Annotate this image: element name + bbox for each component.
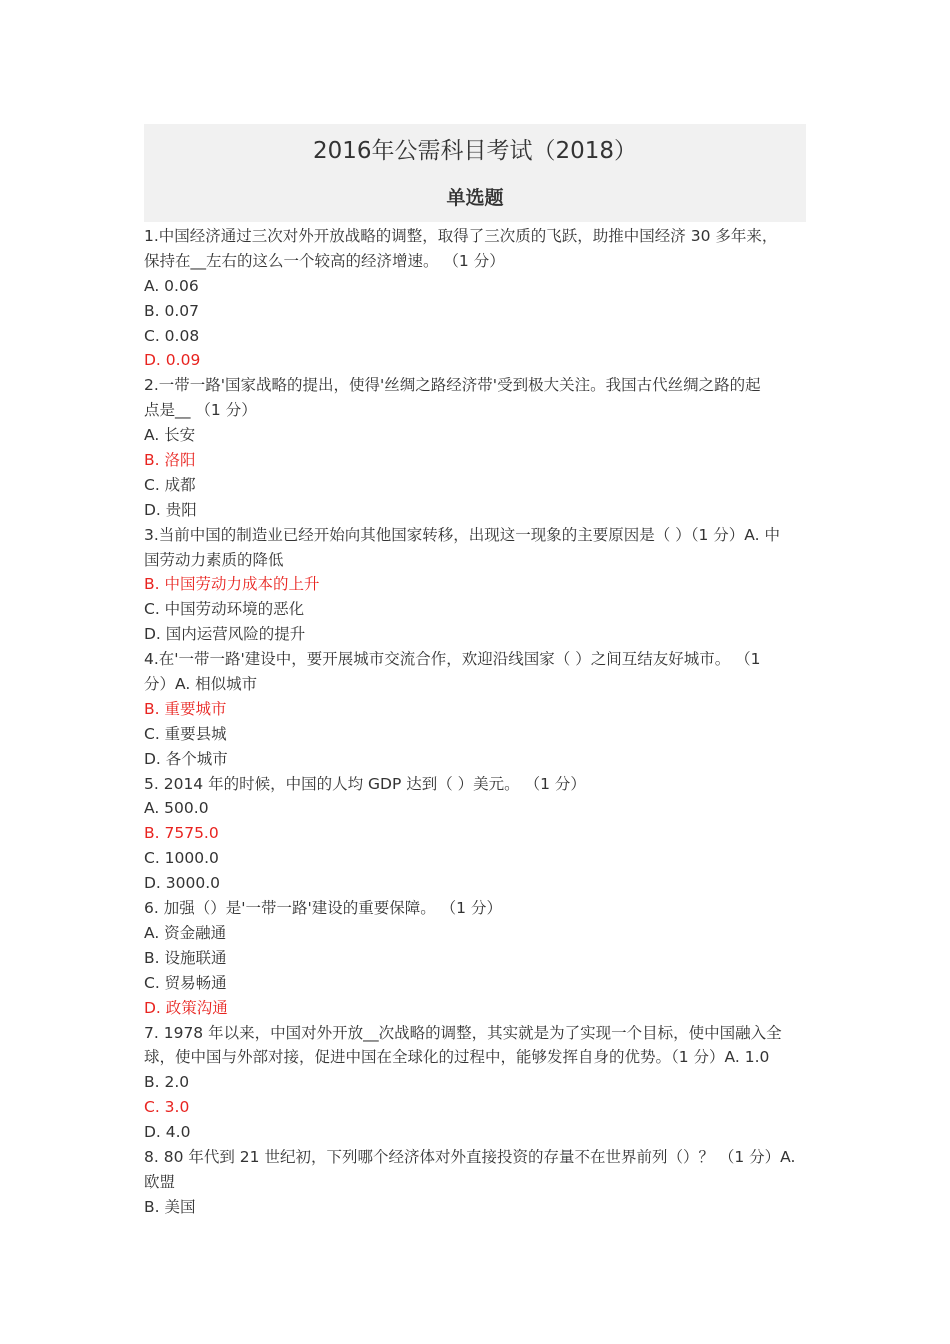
question-line: 国劳动力素质的降低: [144, 550, 284, 569]
question-line: D. 国内运营风险的提升: [144, 625, 306, 644]
correct-answer-line: D. 0.09: [144, 351, 201, 370]
question-line: D. 4.0: [144, 1123, 191, 1142]
question-line: A. 长安: [144, 426, 196, 445]
question-line: 2.一带一路'国家战略的提出，使得'丝绸之路经济带'受到极大关注。我国古代丝绸之路的起: [144, 376, 761, 395]
correct-answer-line: B. 中国劳动力成本的上升: [144, 575, 320, 594]
question-line: B. 美国: [144, 1197, 196, 1216]
question-line: A. 500.0: [144, 799, 209, 818]
question-line: C. 0.08: [144, 326, 200, 345]
question-line: 4.在'一带一路'建设中，要开展城市交流合作，欢迎沿线国家（ ）之间互结友好城市。 （1: [144, 650, 761, 669]
question-line: 分）A. 相似城市: [144, 675, 258, 694]
correct-answer-line: B. 重要城市: [144, 699, 227, 718]
question-line: C. 贸易畅通: [144, 973, 227, 992]
question-line: C. 中国劳动环境的恶化: [144, 600, 305, 619]
question-line: 1.中国经济通过三次对外开放战略的调整，取得了三次质的飞跃，助推中国经济 30 多年来，: [144, 227, 778, 245]
question-line: B. 0.07: [144, 301, 199, 320]
document-title: 2016年公需科目考试（2018）: [312, 138, 638, 164]
correct-answer-line: B. 洛阳: [144, 451, 196, 470]
question-line: 5. 2014 年的时候，中国的人均 GDP 达到（ ）美元。 （1 分）: [144, 774, 586, 793]
question-line: 7. 1978 年以来，中国对外开放__次战略的调整，其实就是为了实现一个目标，使中国融入全: [144, 1023, 782, 1042]
question-line: C. 重要县城: [144, 724, 227, 743]
question-line: B. 设施联通: [144, 948, 227, 967]
question-line: 保持在__左右的这么一个较高的经济增速。 （1 分）: [144, 251, 505, 270]
question-line: C. 1000.0: [144, 849, 219, 868]
section-title: 单选题: [446, 187, 504, 209]
question-line: D. 各个城市: [144, 749, 228, 768]
question-line: C. 成都: [144, 475, 196, 494]
question-line: 3.当前中国的制造业已经开始向其他国家转移，出现这一现象的主要原因是（ ）（1 分）A. 中: [144, 525, 780, 544]
correct-answer-line: B. 7575.0: [144, 824, 219, 843]
question-line: B. 2.0: [144, 1073, 190, 1092]
question-list: [144, 224, 808, 1220]
correct-answer-line: D. 政策沟通: [144, 998, 228, 1017]
correct-answer-line: C. 3.0: [144, 1098, 190, 1117]
question-line: A. 资金融通: [144, 923, 227, 942]
question-line: 6. 加强（）是'一带一路'建设的重要保障。 （1 分）: [144, 899, 502, 918]
question-line: 8. 80 年代到 21 世纪初，下列哪个经济体对外直接投资的存量不在世界前列（）？ （1 分）A.: [144, 1147, 796, 1166]
exam-header: [144, 124, 806, 222]
question-line: D. 3000.0: [144, 874, 221, 893]
question-line: 球，使中国与外部对接，促进中国在全球化的过程中，能够发挥自身的优势。（1 分）A. 1.0: [144, 1048, 770, 1067]
question-line: D. 贵阳: [144, 500, 197, 519]
question-line: 点是__ （1 分）: [144, 401, 257, 420]
question-line: A. 0.06: [144, 276, 199, 295]
question-line: 欧盟: [144, 1172, 176, 1191]
